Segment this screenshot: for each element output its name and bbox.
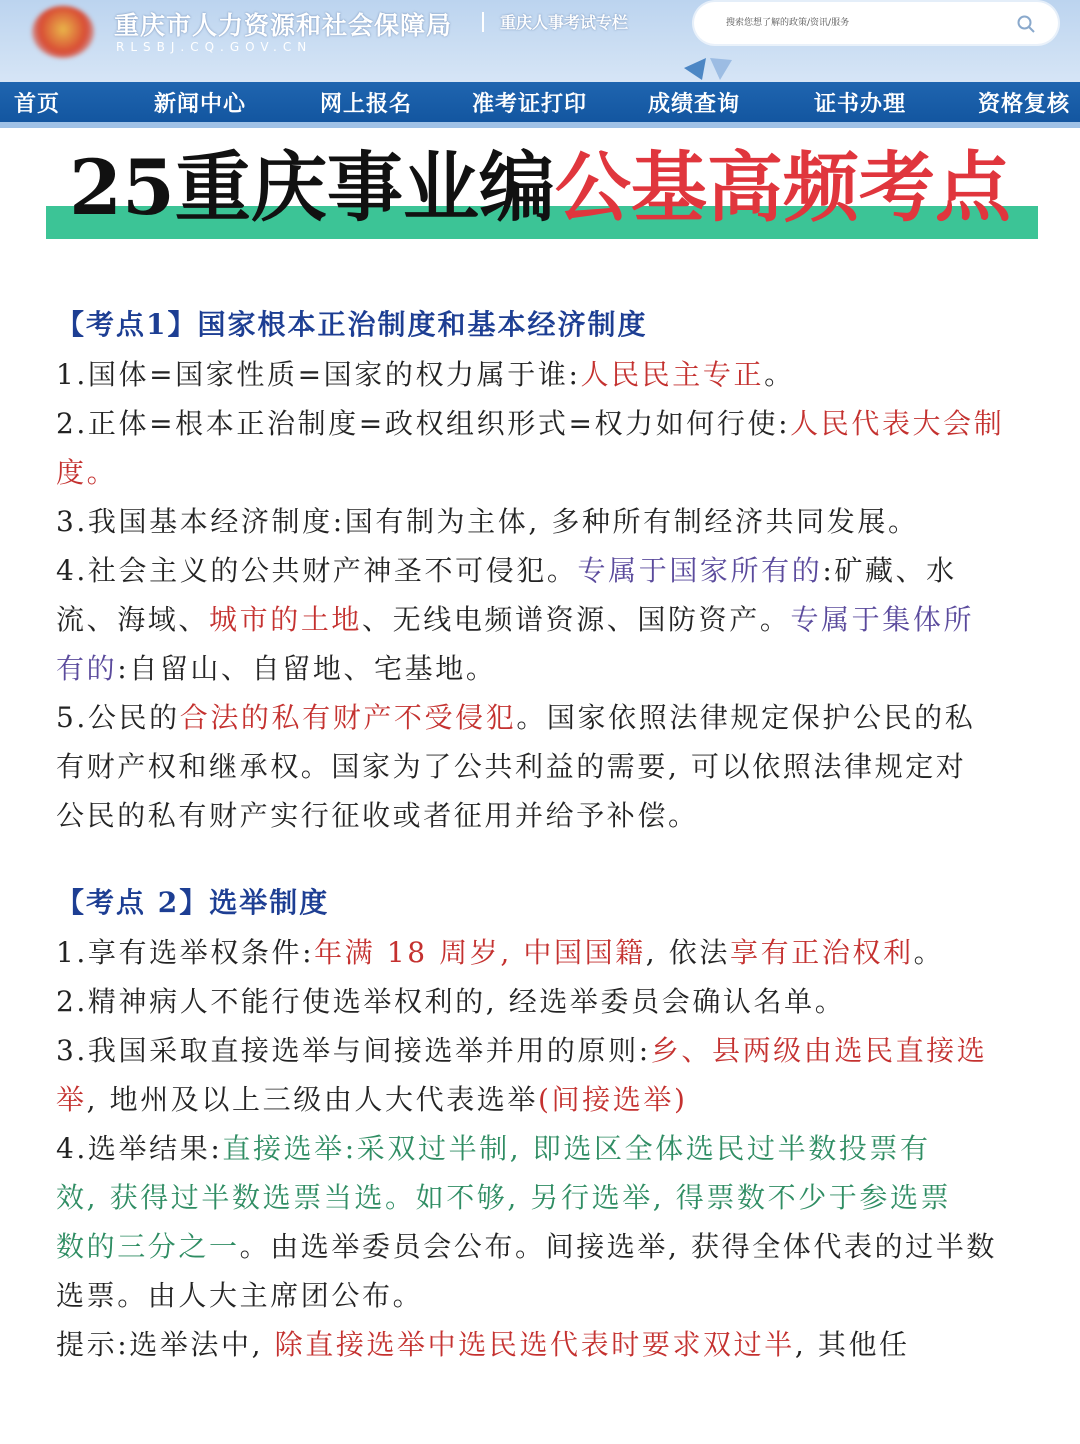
site-header xyxy=(0,0,1080,82)
text-line xyxy=(56,1124,1032,1173)
text-span: 2.正体=根本正治制度=政权组织形式=权力如何行使: xyxy=(56,407,791,440)
page-title-red: 公基高频考点 xyxy=(554,143,1011,232)
highlight-span: 人民代表大会制 xyxy=(790,407,1005,440)
article-content xyxy=(56,300,1032,1369)
text-span: 2.精神病人不能行使选举权利的, 经选举委员会确认名单。 xyxy=(56,985,846,1018)
main-nav xyxy=(0,82,1080,128)
nav-item-registration[interactable]: 网上报名 xyxy=(320,92,413,117)
text-line xyxy=(56,1271,1032,1320)
text-line xyxy=(56,1222,1032,1271)
highlight-span: 乡、县两级由选民直接选 xyxy=(650,1034,988,1067)
highlight-span: 享有正治权利 xyxy=(730,936,914,969)
search-input[interactable] xyxy=(694,2,1058,44)
nav-item-home[interactable]: 首页 xyxy=(14,92,61,117)
text-line xyxy=(56,546,1032,595)
search-placeholder: 搜索您想了解的政策/资讯/服务 xyxy=(726,18,850,28)
nav-item-admission-ticket[interactable]: 准考证打印 xyxy=(472,92,588,117)
text-line xyxy=(56,742,1032,791)
text-line xyxy=(56,595,1032,644)
highlight-span: 有的 xyxy=(56,652,118,685)
text-span: 选票。由人大主席团公布。 xyxy=(56,1279,424,1312)
text-line xyxy=(56,1320,1032,1369)
text-span: 。国家依照法律规定保护公民的私 xyxy=(516,701,976,734)
section-heading: 【考点 2】选举制度 xyxy=(56,886,330,919)
text-line xyxy=(56,1075,1032,1124)
ribbon-decoration-icon xyxy=(680,54,740,82)
text-span: 提示:选举法中, xyxy=(56,1328,275,1361)
text-line xyxy=(56,497,1032,546)
text-span: 流、海域、 xyxy=(56,603,210,636)
national-emblem-logo xyxy=(32,6,94,58)
text-span: 5.公民的 xyxy=(56,701,180,734)
text-span: 。 xyxy=(764,358,795,391)
search-icon[interactable] xyxy=(1016,14,1036,34)
text-span: , 其他任 xyxy=(794,1328,910,1361)
text-span: 有财产权和继承权。国家为了公共利益的需要, 可以依照法律规定对 xyxy=(56,750,967,783)
text-span: 。由选举委员会公布。间接选举, 获得全体代表的过半数 xyxy=(239,1230,998,1263)
text-span: 4.社会主义的公共财产神圣不可侵犯。 xyxy=(56,554,578,587)
site-subtitle: 重庆人事考试专栏 xyxy=(500,13,629,32)
highlight-span: 年满 18 周岁, 中国国籍 xyxy=(314,936,646,969)
title-divider xyxy=(482,12,484,32)
text-span: , 依法 xyxy=(645,936,730,969)
highlight-span: 合法的私有财产不受侵犯 xyxy=(179,701,517,734)
text-line xyxy=(56,693,1032,742)
site-domain: RLSBJ.CQ.GOV.CN xyxy=(116,40,313,54)
highlight-span: 除直接选举中选民选代表时要求双过半 xyxy=(274,1328,795,1361)
highlight-span: 专属于国家所有的 xyxy=(577,554,823,587)
text-line xyxy=(56,1173,1032,1222)
text-span: :自留山、自留地、宅基地。 xyxy=(117,652,497,685)
page-title xyxy=(0,140,1080,236)
text-span: 3.我国采取直接选举与间接选举并用的原则: xyxy=(56,1034,651,1067)
site-title: 重庆市人力资源和社会保障局 xyxy=(114,11,453,40)
highlight-span: 度。 xyxy=(56,456,118,489)
text-line xyxy=(56,399,1032,448)
section-1 xyxy=(56,300,1032,840)
highlight-span: 数的三分之一 xyxy=(56,1230,240,1263)
text-span: 3.我国基本经济制度:国有制为主体, 多种所有制经济共同发展。 xyxy=(56,505,919,538)
highlight-span: (间接选举) xyxy=(538,1083,688,1116)
text-span: 1.国体=国家性质=国家的权力属于谁: xyxy=(56,358,581,391)
nav-item-score-query[interactable]: 成绩查询 xyxy=(648,92,741,117)
highlight-span: 举 xyxy=(56,1083,87,1116)
section-spacer xyxy=(56,840,1032,878)
text-line xyxy=(56,928,1032,977)
text-line xyxy=(56,977,1032,1026)
page-title-black: 25重庆事业编 xyxy=(69,143,555,232)
text-line xyxy=(56,644,1032,693)
nav-item-qualification-review[interactable]: 资格复核 xyxy=(978,92,1071,117)
nav-item-certificate[interactable]: 证书办理 xyxy=(814,92,907,117)
highlight-span: 效, 获得过半数选票当选。如不够, 另行选举, 得票数不少于参选票 xyxy=(56,1181,952,1214)
section-2 xyxy=(56,878,1032,1369)
text-span: 、无线电频谱资源、国防资产。 xyxy=(362,603,791,636)
text-span: :矿藏、水 xyxy=(822,554,957,587)
highlight-span: 人民民主专正 xyxy=(580,358,765,391)
text-span: 。 xyxy=(913,936,945,969)
text-span: , 地州及以上三级由人大代表选举 xyxy=(86,1083,539,1116)
highlight-span: 直接选举:采双过半制, 即选区全体选民过半数投票有 xyxy=(222,1132,931,1165)
text-line xyxy=(56,791,1032,840)
text-span: 公民的私有财产实行征收或者征用并给予补偿。 xyxy=(56,799,699,832)
highlight-span: 专属于集体所 xyxy=(790,603,975,636)
highlight-span: 城市的土地 xyxy=(209,603,363,636)
text-line xyxy=(56,350,1032,399)
text-span: 4.选举结果: xyxy=(56,1132,223,1165)
text-span: 1.享有选举权条件: xyxy=(56,936,315,969)
section-heading: 【考点1】国家根本正治制度和基本经济制度 xyxy=(56,308,648,341)
nav-item-news[interactable]: 新闻中心 xyxy=(154,92,247,117)
text-line xyxy=(56,448,1032,497)
text-line xyxy=(56,1026,1032,1075)
